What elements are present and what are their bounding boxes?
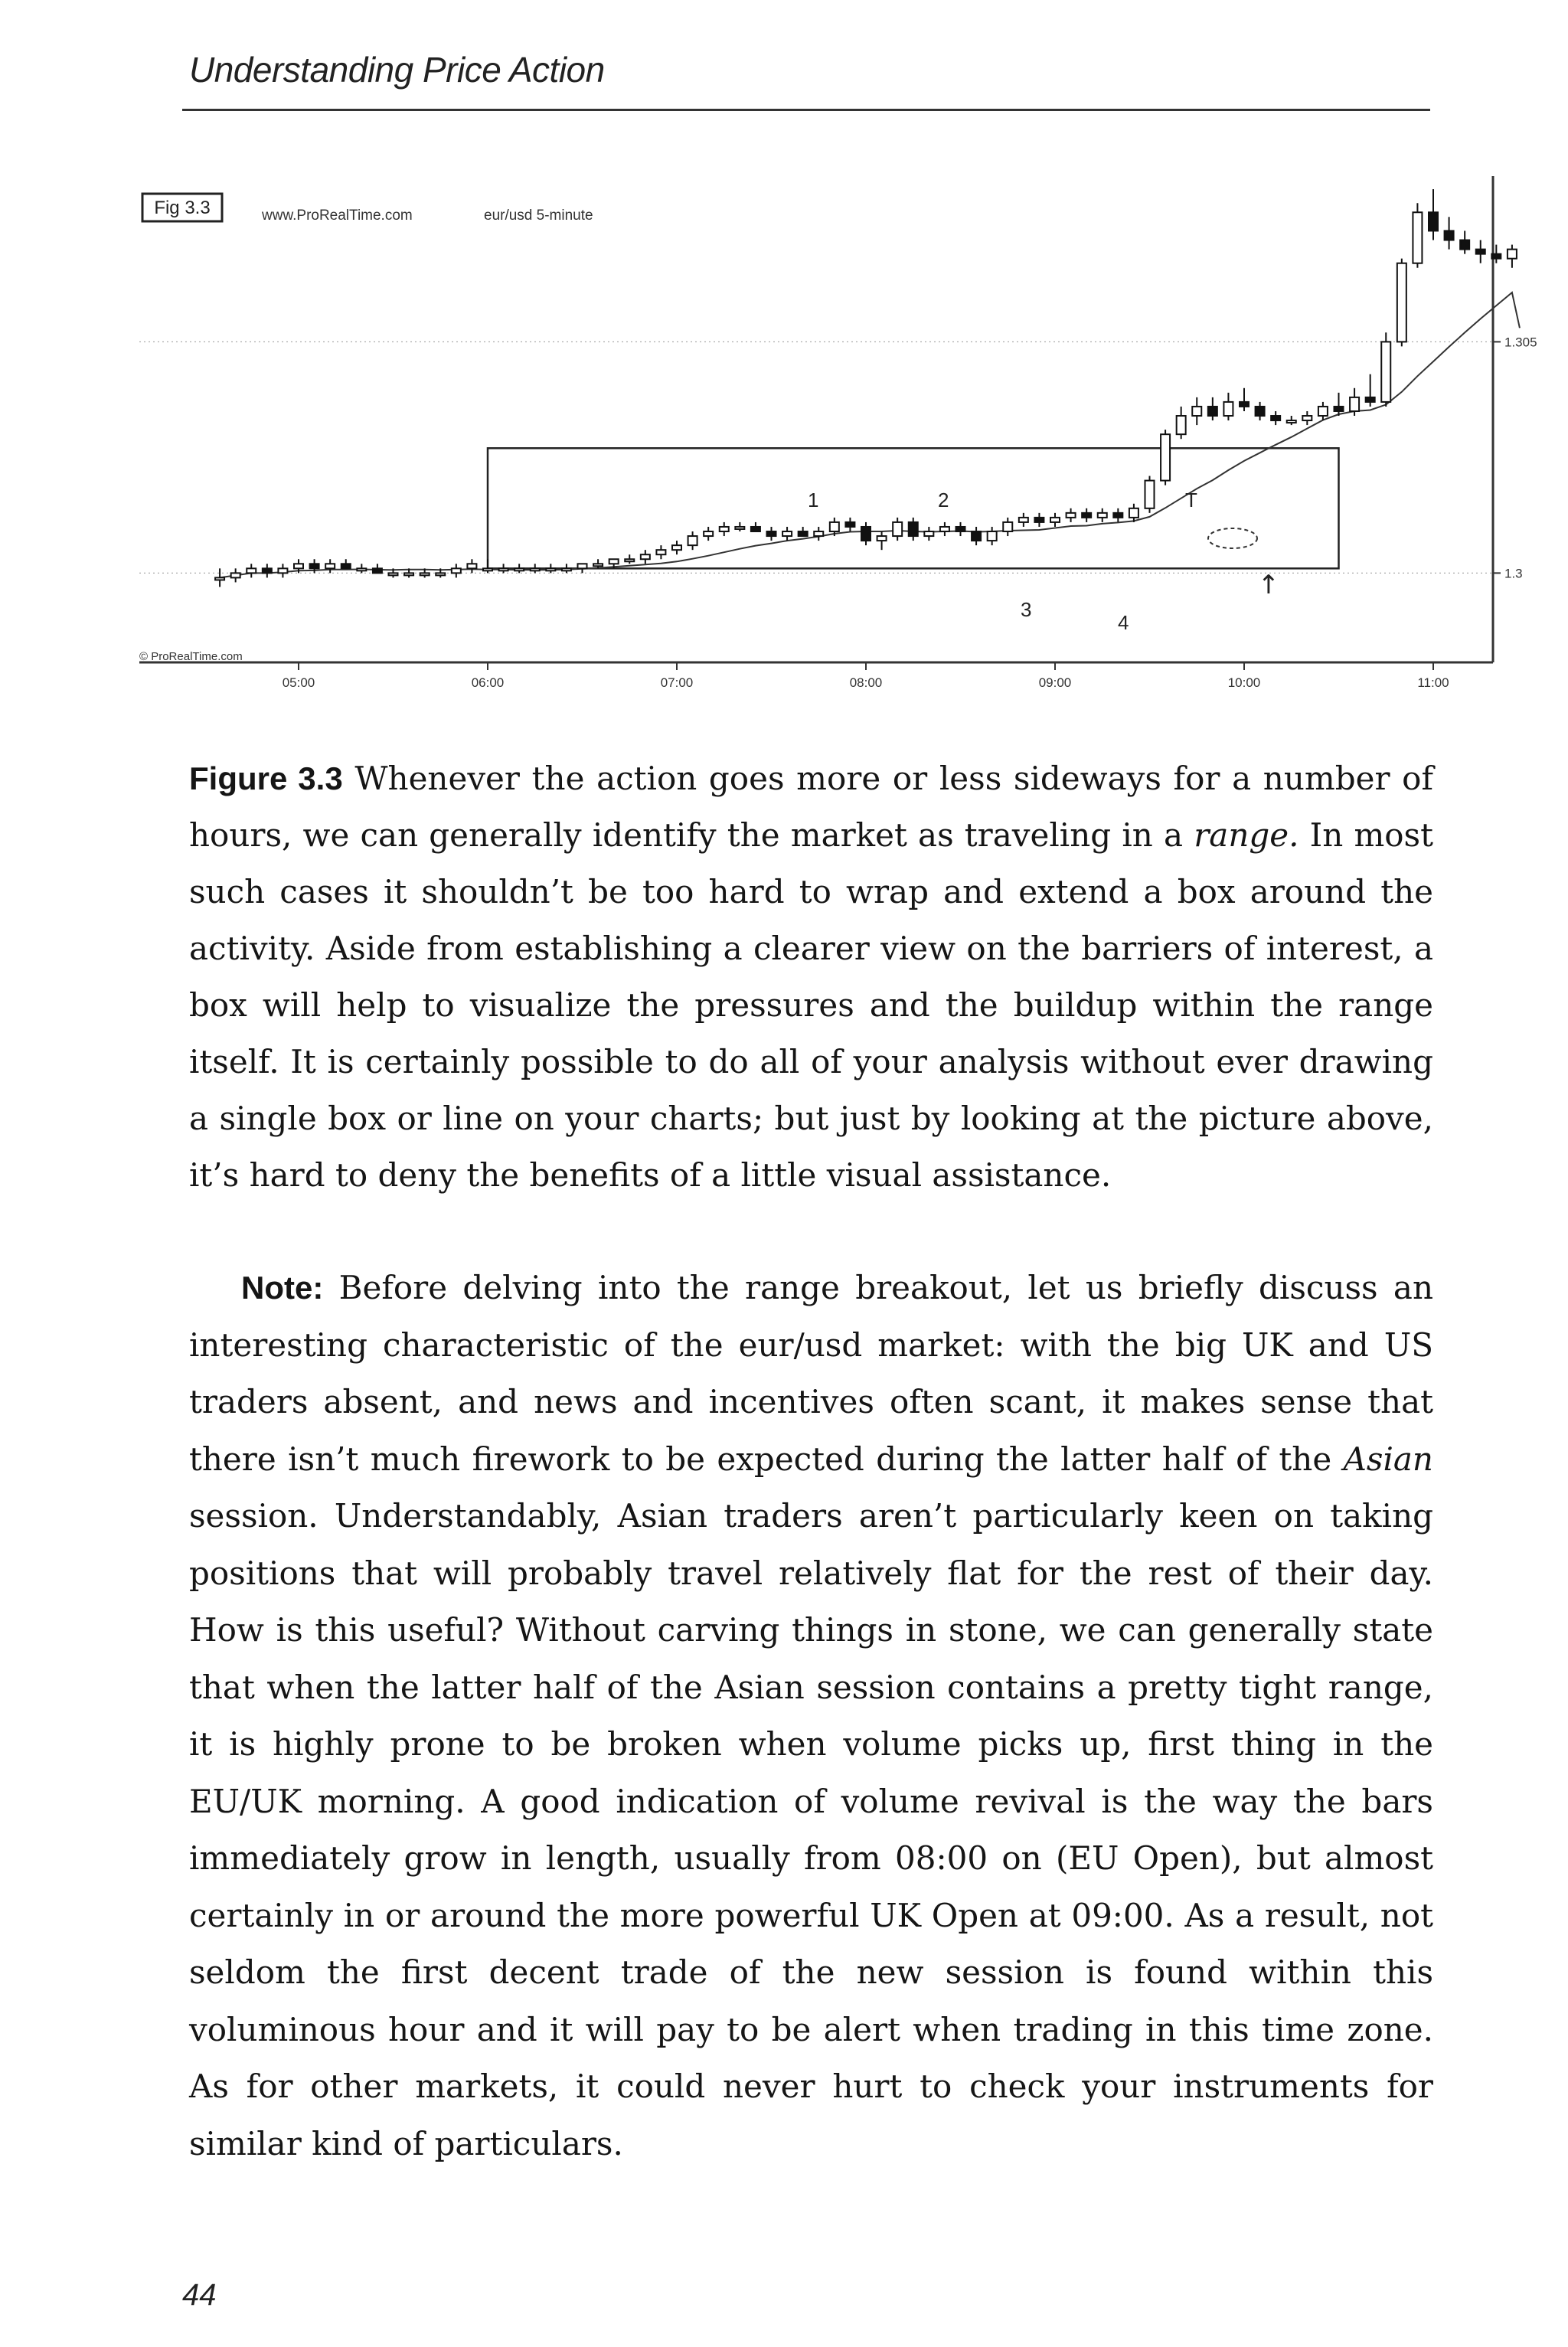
candle-body [988,531,997,541]
candle-body [562,568,571,570]
header-rule [182,109,1430,111]
candle-body [1034,518,1044,522]
candle-body [578,564,587,568]
candle-body [1098,513,1107,518]
candle-body [247,568,256,573]
candle-body [720,527,729,531]
candle-body [1082,513,1091,518]
candle-body [767,531,776,536]
caption-label: Figure 3.3 [189,760,343,796]
candle-body [1350,397,1359,411]
note-text-b: session. Understandably, Asian traders aren’t particularly keen on taking positions that will probably travel relatively flat for the rest of their day. How is this useful? Without carving things in stone, we can generally state that when the latter half of the Asian session contains a pretty tight range, it is highly prone to be broken when volume picks up, first thing in the EU/UK morning. A good indication of volume revival is the way the bars immediately grow in length, usually from 08:00 on (EU Open), but almost certainly in or around the more powerful UK Open at 09:00. As a result, not seldom the first decent trade of the new session is found within this voluminous hour and it will pay to be alert when trading in this time zone. As for other markets, it could never hurt to check your instruments for similar kind of particulars. [189,1497,1433,2162]
candle-body [1491,254,1501,259]
candle-body [1050,518,1060,522]
annotation-3: 3 [1021,598,1032,621]
candle-body [877,536,887,541]
candle-body [799,531,808,536]
candle-body [861,527,871,541]
x-axis-ticks [283,662,1449,690]
candle-body [1381,342,1390,402]
running-head: Understanding Price Action [189,50,605,90]
candles [215,189,1517,587]
candle-body [514,568,524,570]
candle-body [341,564,351,568]
candle-body [972,531,981,541]
candle-body [1208,407,1217,416]
candle-body [1460,240,1469,250]
candle-body [893,522,902,536]
candle-body [1445,230,1454,240]
annotation-1: 1 [808,489,819,512]
note-text-a: Before delving into the range breakout, let us briefly discuss an interesting characteristic of the eur/usd market: with the big UK and US traders absent, and news and incentives often scant, it makes sense that there isn’t much firework to be expected during the latter half of the [189,1269,1433,1478]
x-tick-label: 09:00 [1038,675,1072,690]
candle-body [373,568,382,573]
candle-body [1413,212,1422,263]
candle-body [1271,416,1280,420]
annotation-t: T [1185,489,1197,512]
candle-body [956,527,965,531]
y-axis-ticks [1493,335,1537,580]
candle-body [814,531,823,536]
candle-body [830,522,839,531]
candle-body [672,545,681,550]
candle-body [1476,250,1485,254]
y-tick-label: 1.3 [1504,566,1523,581]
candle-body [940,527,949,531]
note-label: Note: [241,1270,324,1306]
candle-body [845,522,854,527]
candle-body [735,527,744,529]
candle-body [1508,250,1517,259]
candle-body [1192,407,1201,416]
candle-body [1145,481,1155,508]
x-tick-label: 07:00 [660,675,694,690]
candle-body [357,568,366,570]
candle-body [436,573,445,575]
x-tick-label: 10:00 [1227,675,1261,690]
caption-italic: range. [1194,816,1299,854]
x-tick-label: 11:00 [1417,675,1449,690]
instrument-label: eur/usd 5-minute [484,208,593,224]
candle-body [531,568,540,570]
candle-body [1334,407,1344,411]
candle-body [389,573,398,575]
candle-body [1240,402,1249,407]
range-box [488,448,1339,568]
figure-caption [189,750,1433,1204]
candle-body [1318,407,1328,416]
candle-body [688,536,697,545]
candle-body [751,527,760,531]
candle-body [404,573,413,575]
watermark: © ProRealTime.com [139,650,243,663]
candle-body [641,554,650,559]
candle-body [909,522,918,536]
figure-3-3 [130,172,1537,708]
candle-body [924,531,933,536]
candle-body [452,568,461,573]
candle-body [1067,513,1076,518]
candle-body [1287,420,1296,423]
candle-body [294,564,303,568]
candle-body [1397,263,1406,342]
candle-body [1429,212,1438,230]
candle-body [215,577,224,580]
candle-body [1019,518,1028,522]
source-label: www.ProRealTime.com [262,208,413,224]
candle-body [325,564,335,568]
candle-body [546,568,555,570]
candle-body [593,564,603,566]
candle-body [704,531,713,536]
figure-tag: Fig 3.3 [154,198,211,218]
note-italic: Asian [1343,1440,1433,1478]
candle-body [467,564,476,568]
candle-body [1177,416,1186,434]
x-tick-label: 05:00 [282,675,315,690]
candle-body [231,573,240,577]
chart-grid [139,342,1493,573]
candle-body [420,573,430,575]
candle-body [625,559,634,561]
candle-body [1113,513,1122,518]
breakout-arrow-icon: ↑ [1257,570,1280,600]
candle-body [1223,402,1233,416]
candlestick-chart [130,172,1537,708]
x-tick-label: 06:00 [471,675,505,690]
x-tick-label: 08:00 [849,675,883,690]
candle-body [483,568,492,570]
page-number: 44 [182,2278,217,2312]
candle-body [1366,397,1375,402]
caption-text-b: In most such cases it shouldn’t be too hard to wrap and extend a box around the activity. Aside from establishing a clearer view on the barriers of interest, a box will help to visualize the pressures and the buildup within the range itself. It is certainly possible to do all of your analysis without ever drawing a single box or line on your charts; but just by looking at the picture above, it’s hard to deny the benefits of a little visual assistance. [189,816,1433,1194]
candle-body [1003,522,1012,531]
note-paragraph [189,1260,1433,2172]
y-tick-label: 1.305 [1504,335,1537,350]
candle-body [1129,508,1138,518]
annotation-2: 2 [938,489,949,512]
candle-body [278,568,287,573]
candle-body [310,564,319,568]
caption-text-a: Whenever the action goes more or less sideways for a number of hours, we can generally identify the market as traveling in a [189,760,1433,854]
candle-body [1161,434,1170,480]
breakout-circle [1208,528,1257,548]
candle-body [499,568,508,570]
candle-body [1302,416,1312,420]
candle-body [782,531,792,536]
candle-body [263,568,272,573]
annotation-4: 4 [1118,611,1129,634]
candle-body [1256,407,1265,416]
candle-body [656,550,665,554]
candle-body [609,559,619,564]
